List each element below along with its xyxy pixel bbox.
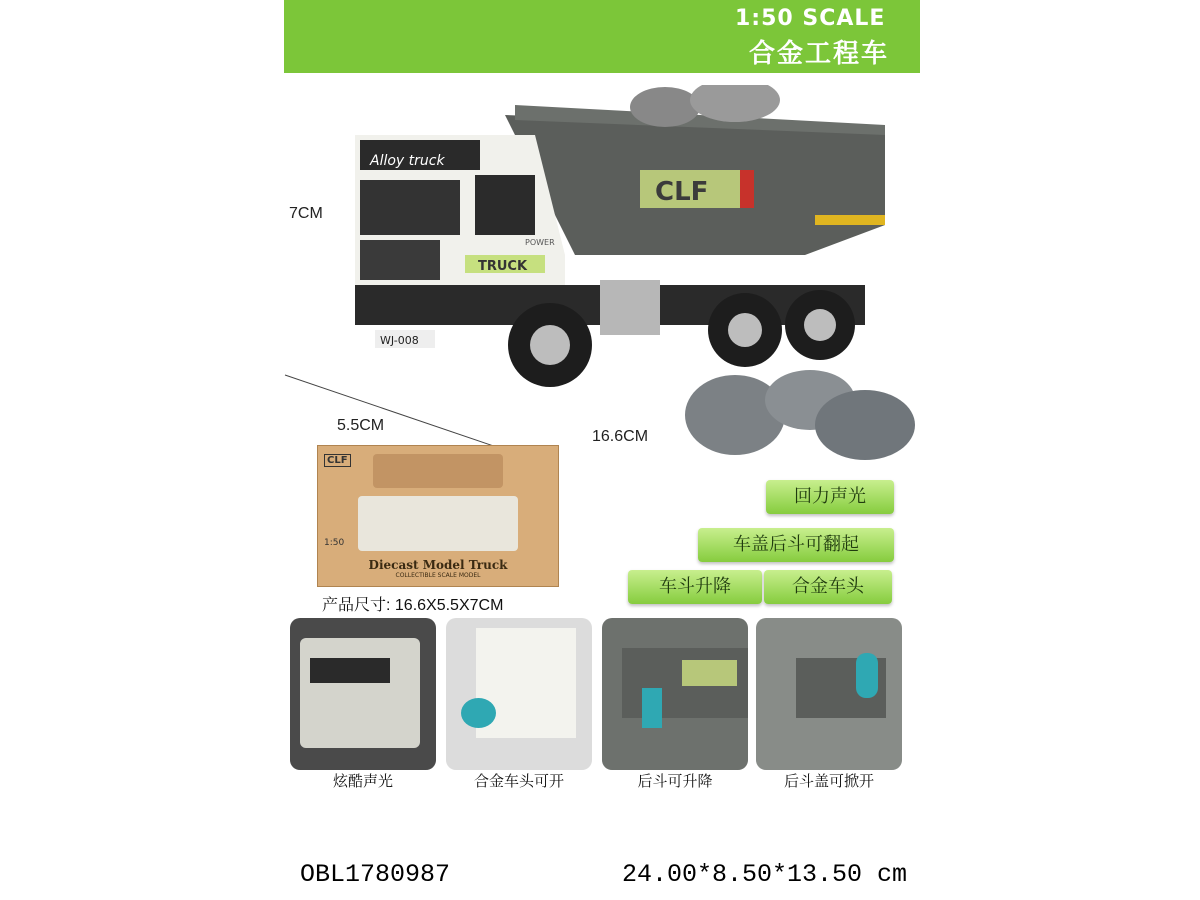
- height-label: 7CM: [289, 205, 323, 222]
- width-label: 5.5CM: [337, 417, 385, 434]
- feature-bed-lift: 车斗升降: [628, 570, 762, 604]
- item-code: OBL1780987: [300, 860, 451, 889]
- thumb-caption-4: 后斗盖可掀开: [783, 772, 874, 790]
- length-label: 16.6CM: [592, 428, 649, 445]
- box-truck-window: [358, 496, 518, 551]
- thumb-sound-light: [290, 618, 436, 770]
- thumb-caption-3: 后斗可升降: [637, 772, 713, 790]
- box-rocks-window: [373, 454, 503, 488]
- thumb-caption-2: 合金车头可开: [473, 772, 564, 790]
- visor-text: Alloy truck: [370, 153, 445, 169]
- rocks-illustration: [680, 365, 920, 465]
- thumb-caption-1: 炫酷声光: [332, 772, 393, 790]
- thumb-lid-opens: [756, 618, 902, 770]
- product-box: [317, 445, 559, 587]
- plate: WJ-008: [380, 334, 419, 347]
- box-subtitle: COLLECTIBLE SCALE MODEL: [395, 572, 481, 579]
- scale-label: 1:50 SCALE: [735, 6, 886, 31]
- box-scale: 1:50: [324, 538, 345, 548]
- power-text: POWER: [525, 238, 555, 247]
- thumb-bed-lift: [602, 618, 748, 770]
- box-title: Diecast Model Truck: [368, 558, 508, 572]
- feature-hood-bed-flip: 车盖后斗可翻起: [698, 528, 894, 562]
- banner-title: 合金工程车: [749, 39, 890, 69]
- bed-logo: CLF: [655, 177, 709, 207]
- product-size: 产品尺寸: 16.6X5.5X7CM: [322, 597, 504, 614]
- thumb-cab-opens: [446, 618, 592, 770]
- feature-pullback-sound-light: 回力声光: [766, 480, 894, 514]
- feature-alloy-cab: 合金车头: [764, 570, 892, 604]
- banner-underline: [284, 70, 920, 73]
- carton-size: 24.00*8.50*13.50 cm: [622, 860, 908, 889]
- box-logo: CLF: [324, 454, 351, 467]
- door-text: TRUCK: [478, 259, 528, 274]
